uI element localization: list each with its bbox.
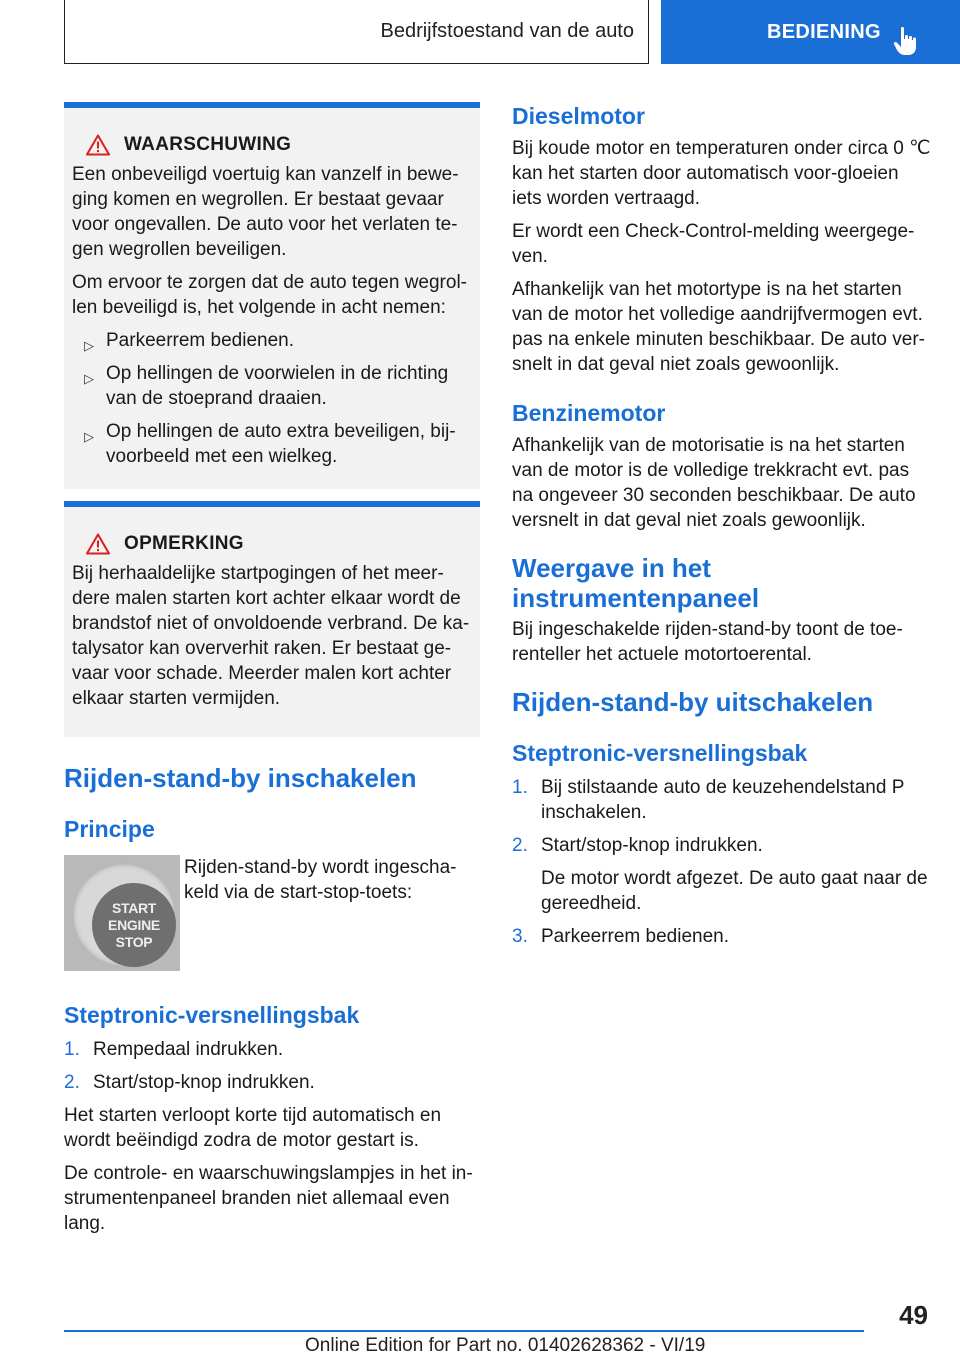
warning-paragraph-1: Een onbeveiligd voertuig kan vanzelf in bewe-ging komen en wegrollen. Er bestaat gevaar voor ongevallen. De auto voor het verlaten te-gen wegrollen beveiligen.: [72, 164, 459, 260]
header-section-title: Bedrijfstoestand van de auto: [380, 20, 634, 42]
weergave-paragraph: Bij ingeschakelde rijden-stand-by toont de toe-renteller het actuele motortoerental.: [512, 619, 903, 665]
start-engine-stop-button: START ENGINE STOP: [92, 883, 176, 967]
heading-inschakelen: Rijden-stand-by inschakelen: [64, 763, 417, 793]
list-item: 1. Bij stilstaande auto de keuzehendelstand P inschakelen.: [512, 777, 905, 823]
warning-header: [72, 134, 472, 156]
note-paragraph: Bij herhaaldelijke startpogingen of het meer-dere malen starten kort achter elkaar wordt de brandstof niet of onvoldoende verbrand. De ka-talysator kan oververhit raken. Er bestaat ge-vaar voor schade. Meerder malen kort achter elkaar starten vermijden.: [72, 563, 470, 709]
left-column: [64, 102, 480, 1244]
start-steps-list: [64, 1037, 480, 1095]
principe-row: [64, 855, 480, 971]
list-item: 2. Start/stop-knop indrukken.: [64, 1072, 315, 1093]
stop-steps-list: [512, 775, 932, 949]
heading-principe: Principe: [64, 816, 155, 842]
warning-triangle-icon: [86, 533, 110, 555]
diesel-paragraph-3: Afhankelijk van het motortype is na het starten van de motor het volledige aandrijfvermogen evt. pas na enkele minuten beschikbaar. De auto ver-snelt in dat geval niet zoals gewoonlijk.: [512, 279, 925, 375]
warning-box: [64, 102, 480, 489]
heading-benzine: Benzinemotor: [512, 400, 666, 426]
warning-list-item: ▷ Op hellingen de auto extra beveiligen, bij-voorbeeld met een wielkeg.: [84, 421, 456, 467]
warning-paragraph-2: Om ervoor te zorgen dat de auto tegen wegrol-len beveiligd is, het volgende in acht nemen:: [72, 272, 468, 318]
heading-uitschakelen: Rijden-stand-by uitschakelen: [512, 687, 874, 717]
warning-title: WAARSCHUWING: [124, 134, 292, 155]
warning-list: [72, 328, 472, 469]
pointing-hand-icon: [893, 26, 919, 56]
triangle-bullet-icon: ▷: [84, 371, 94, 386]
heading-weergave: Weergave in het instrumentenpaneel: [512, 553, 760, 613]
note-box: [64, 501, 480, 737]
header-section-box: [64, 0, 649, 64]
right-column: [512, 102, 932, 957]
warning-list-item: ▷ Op hellingen de voorwielen in de richting van de stoeprand draaien.: [84, 363, 449, 409]
note-header: [72, 533, 472, 555]
list-item: 1. Rempedaal indrukken.: [64, 1039, 284, 1060]
footer-edition: Online Edition for Part no. 01402628362 - VI/19: [305, 1335, 706, 1356]
principe-text: Rijden-stand-by wordt ingescha-keld via de start-stop-toets:: [184, 857, 457, 903]
heading-diesel: Dieselmotor: [512, 103, 645, 129]
button-ring: [72, 863, 176, 967]
paragraph-lampjes: De controle- en waarschuwingslampjes in het in-strumentenpaneel branden niet allemaal even lang.: [64, 1163, 473, 1234]
list-item: 2. Start/stop-knop indrukken. De motor wordt afgezet. De auto gaat naar de gereedheid.: [512, 833, 932, 916]
warning-triangle-icon: [86, 134, 110, 156]
list-item-subtext: De motor wordt afgezet. De auto gaat naar de gereedheid.: [541, 868, 928, 914]
benzine-paragraph: Afhankelijk van de motorisatie is na het starten van de motor is de volledige trekkracht evt. pas na ongeveer 30 seconden beschikbaar. De auto versnelt in dat geval niet zoals gewoonlijk.: [512, 435, 916, 531]
page-number: 49: [899, 1300, 928, 1330]
note-title: OPMERKING: [124, 533, 244, 554]
start-stop-button-photo: [64, 855, 180, 971]
list-item: 3. Parkeerrem bedienen.: [512, 926, 729, 947]
triangle-bullet-icon: ▷: [84, 429, 94, 444]
triangle-bullet-icon: ▷: [84, 338, 94, 353]
heading-steptronic-right: Steptronic-versnellingsbak: [512, 740, 808, 766]
heading-steptronic-left: Steptronic-versnellingsbak: [64, 1002, 360, 1028]
diesel-paragraph-2: Er wordt een Check-Control-melding weergege-ven.: [512, 221, 915, 267]
header-chapter-title: BEDIENING: [767, 20, 881, 43]
warning-list-item: ▷ Parkeerrem bedienen.: [72, 328, 472, 353]
footer-divider: [64, 1330, 864, 1332]
paragraph-starten: Het starten verloopt korte tijd automatisch en wordt beëindigd zodra de motor gestart is.: [64, 1105, 442, 1151]
diesel-paragraph-1: Bij koude motor en temperaturen onder circa 0 ℃ kan het starten door automatisch voor-gloeien iets worden vertraagd.: [512, 138, 931, 209]
